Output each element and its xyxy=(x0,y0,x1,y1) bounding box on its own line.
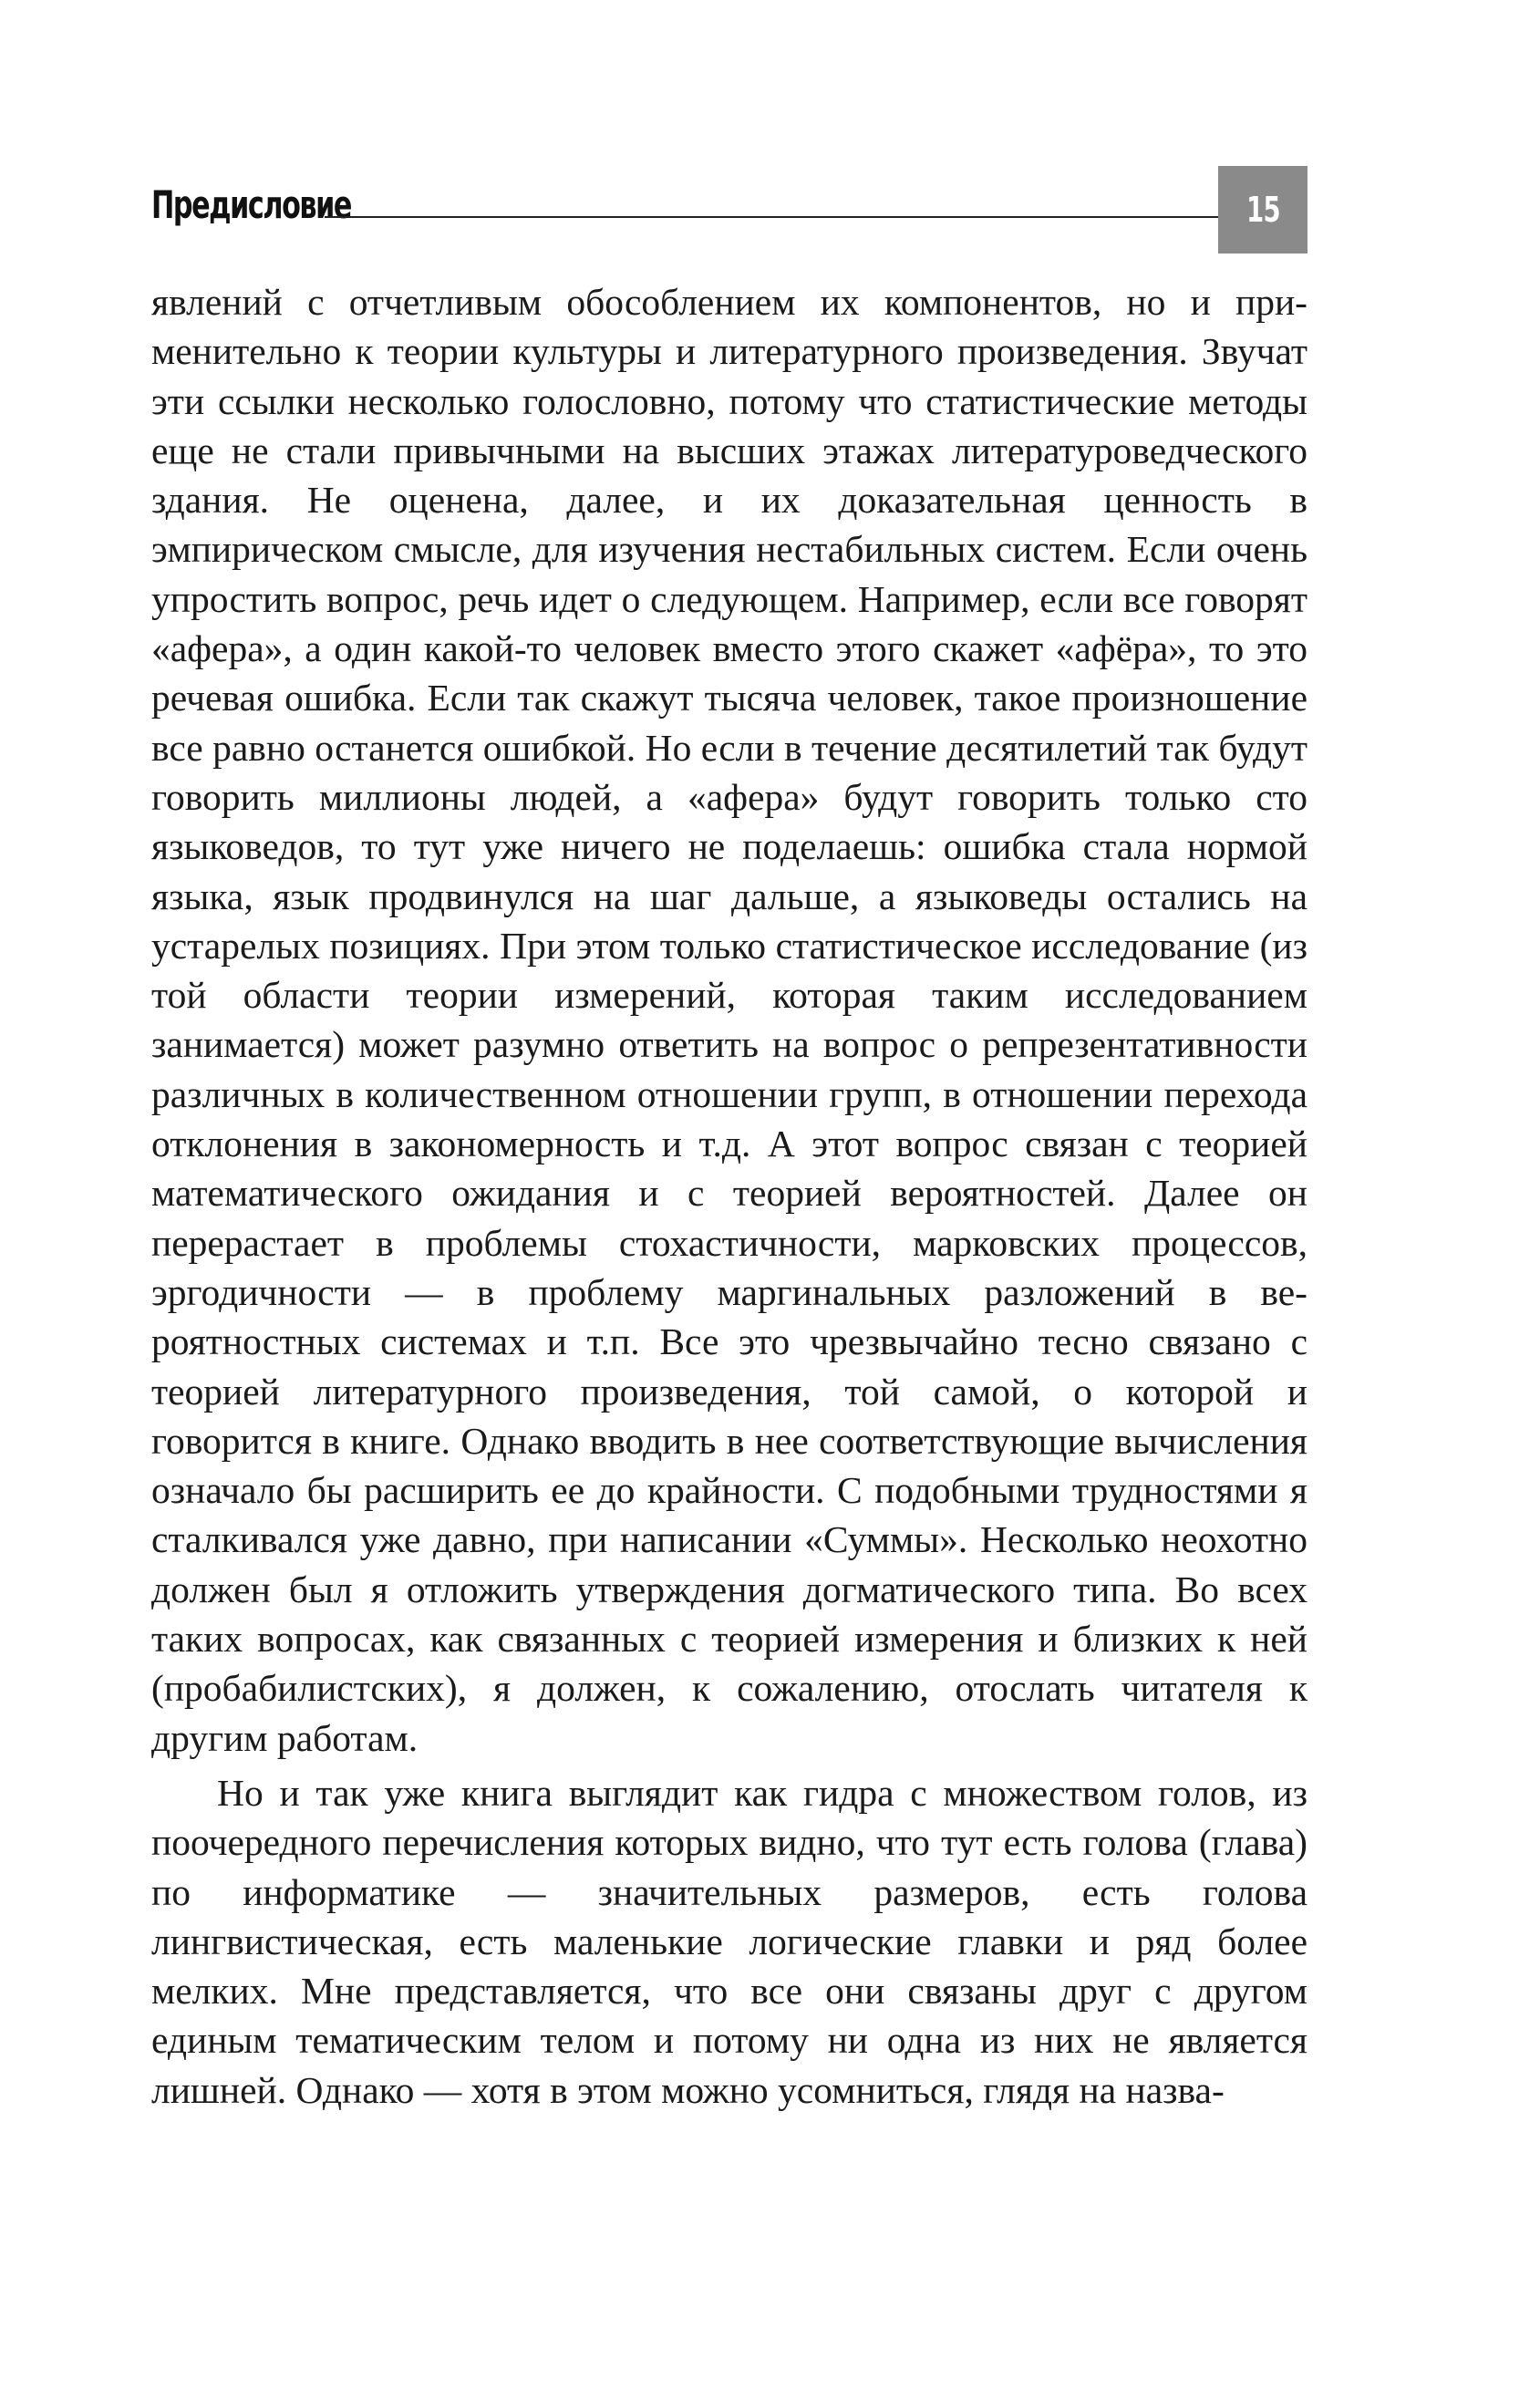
section-title: Предисловие xyxy=(151,182,351,227)
page-number: 15 xyxy=(1245,190,1280,230)
paragraph-2: Но и так уже книга выглядит как гидра с множеством голов, из поочередного перечисления которых видно, что тут есть голова (глава) по информатике — значительных размеров, есть голова лингвистическая, есть маленькие логические главки и ряд более мелких. Мне представляется, что все они связаны друг с другом единым тематическим телом и потому ни одна из них не является лишней. Однако — хотя в этом можно усомниться, глядя на назва- xyxy=(151,1771,1307,2111)
paragraph-1: явлений с отчетливым обособлением их компонентов, но и применительно к теории культуры и литературного произведения. Звучат эти ссылки несколько голословно, потому что статистические методы еще не стали привычными на высших этажах литературоведческого здания. Не оценена, далее, и их доказательная ценность в эмпирическом смысле, для изучения нестабильных систем. Если очень упростить вопрос, речь идет о следующем. Например, если все говорят «афера», а один какой-то человек вместо этого скажет «афёра», то это речевая ошибка. Если так скажут тысяча человек, такое произношение все равно останется ошибкой. Но если в течение десятилетий так будут говорить миллионы людей, а «афера» будут говорить только сто языковедов, то тут уже ничего не поделаешь: ошибка стала нормой языка, язык продвинулся на шаг дальше, а языковеды остались на устарелых позициях. При этом только статистическое исследование (из той области теории измерений, которая таким исследованием занимается) может разумно ответить на вопрос о репрезентативности различных в количественном отношении групп, в отношении перехода отклонения в закономерность и т.д. А этот вопрос связан с теорией математического ожидания и с теорией вероятностей. Далее он перерастает в проблемы стохастичности, марковских процессов, эргодичности — в проблему маргинальных разложений в вероятностных системах и т.п. Все это чрезвычайно тесно связано с теорией литературного произведения, той самой, о которой и говорится в книге. Однако вводить в нее соответствующие вычисления означало бы расширить ее до крайности. С подобными трудностями я сталкивался уже давно, при написании «Суммы». Несколько неохотно должен был я отложить утверждения догматического типа. Во всех таких вопросах, как связанных с теорией измерения и близких к ней (пробабилистских), я должен, к сожалению, отослать читателя к другим работам. xyxy=(151,281,1307,1759)
page-number-badge xyxy=(1218,166,1307,254)
running-header xyxy=(151,166,1307,254)
body-text xyxy=(151,277,1307,2115)
header-rule xyxy=(325,216,1233,218)
